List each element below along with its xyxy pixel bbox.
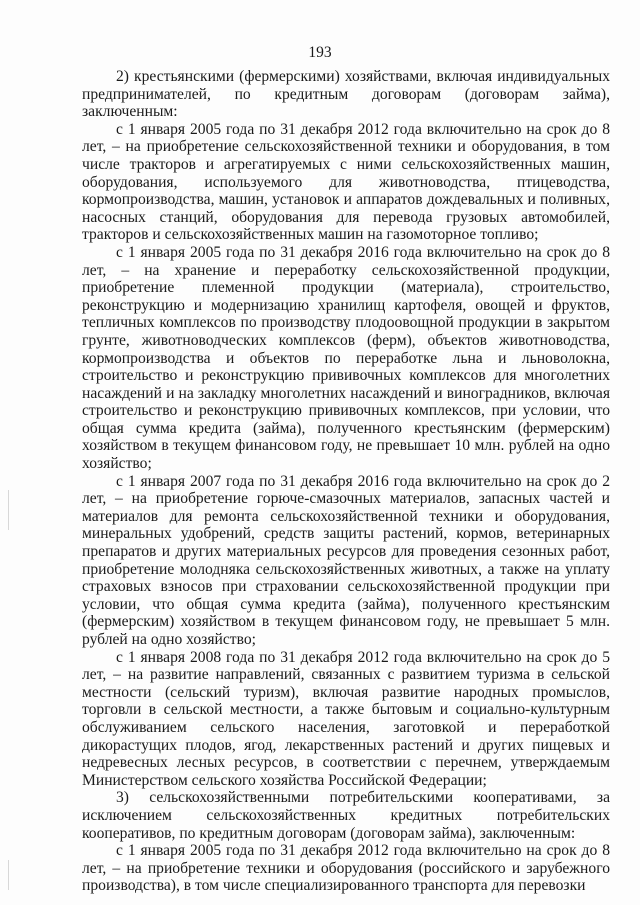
- paragraph: 3) сельскохозяйственными потребительскими кооперативами, за исключением сельскохозяйственных кредитных потребительских кооперативов, по кредитным договорам (договорам займа), заключенным:: [82, 789, 610, 842]
- paragraph: 2) крестьянскими (фермерскими) хозяйствами, включая индивидуальных предпринимателей, по кредитным договорам (договорам займа), заключенным:: [82, 68, 610, 121]
- scan-margin-mark: [8, 490, 9, 530]
- page-number: 193: [308, 44, 332, 61]
- paragraph: с 1 января 2005 года по 31 декабря 2016 года включительно на срок до 8 лет, – на хранение и переработку сельскохозяйственной продукции, приобретение племенной продукции (материала), строительство, реконструкцию и модернизацию хранилищ картофеля, овощей и фруктов, тепличных комплексов по производству плодоовощной продукции в закрытом грунте, животноводческих комплексов (ферм), объектов животноводства, кормопроизводства и объектов по переработке льна и льноволокна, строительство и реконструкцию прививочных комплексов для многолетних насаждений и на закладку многолетних насаждений и виноградников, включая строительство и реконструкцию прививочных комплексов, при условии, что общая сумма кредита (займа), полученного крестьянским (фермерским) хозяйством в текущем финансовом году, не превышает 10 млн. рублей на одно хозяйство;: [82, 243, 610, 473]
- paragraph: с 1 января 2005 года по 31 декабря 2012 года включительно на срок до 8 лет, – на приобретение техники и оборудования (российского и зарубежного производства), в том числе специализированного транспорта для перевозки: [82, 842, 610, 895]
- paragraph: с 1 января 2008 года по 31 декабря 2012 года включительно на срок до 5 лет, – на развитие направлений, связанных с развитием туризма в сельской местности (сельский туризм), включая развитие народных промыслов, торговли в сельской местности, а также бытовым и социально-культурным обслуживанием сельского населения, заготовкой и переработкой дикорастущих плодов, ягод, лекарственных растений и других пищевых и недревесных лесных ресурсов, в соответствии с перечнем, утверждаемым Министерством сельского хозяйства Российской Федерации;: [82, 648, 610, 789]
- document-body: [82, 68, 610, 895]
- scan-margin-mark: [8, 860, 9, 890]
- paragraph: с 1 января 2007 года по 31 декабря 2016 года включительно на срок до 2 лет, – на приобретение горюче-смазочных материалов, запасных частей и материалов для ремонта сельскохозяйственной техники и оборудования, минеральных удобрений, средств защиты растений, кормов, ветеринарных препаратов и других материальных ресурсов для проведения сезонных работ, приобретение молодняка сельскохозяйственных животных, а также на уплату страховых взносов при страховании сельскохозяйственной продукции при условии, что общая сумма кредита (займа), полученного крестьянским (фермерским) хозяйством в текущем финансовом году, не превышает 5 млн. рублей на одно хозяйство;: [82, 472, 610, 648]
- paragraph: с 1 января 2005 года по 31 декабря 2012 года включительно на срок до 8 лет, – на приобретение сельскохозяйственной техники и оборудования, в том числе тракторов и агрегатируемых с ними сельскохозяйственных машин, оборудования, используемого для животноводства, птицеводства, кормопроизводства, машин, установок и аппаратов дождевальных и поливных, насосных станций, оборудования для перевода грузовых автомобилей, тракторов и сельскохозяйственных машин на газомоторное топливо;: [82, 120, 610, 244]
